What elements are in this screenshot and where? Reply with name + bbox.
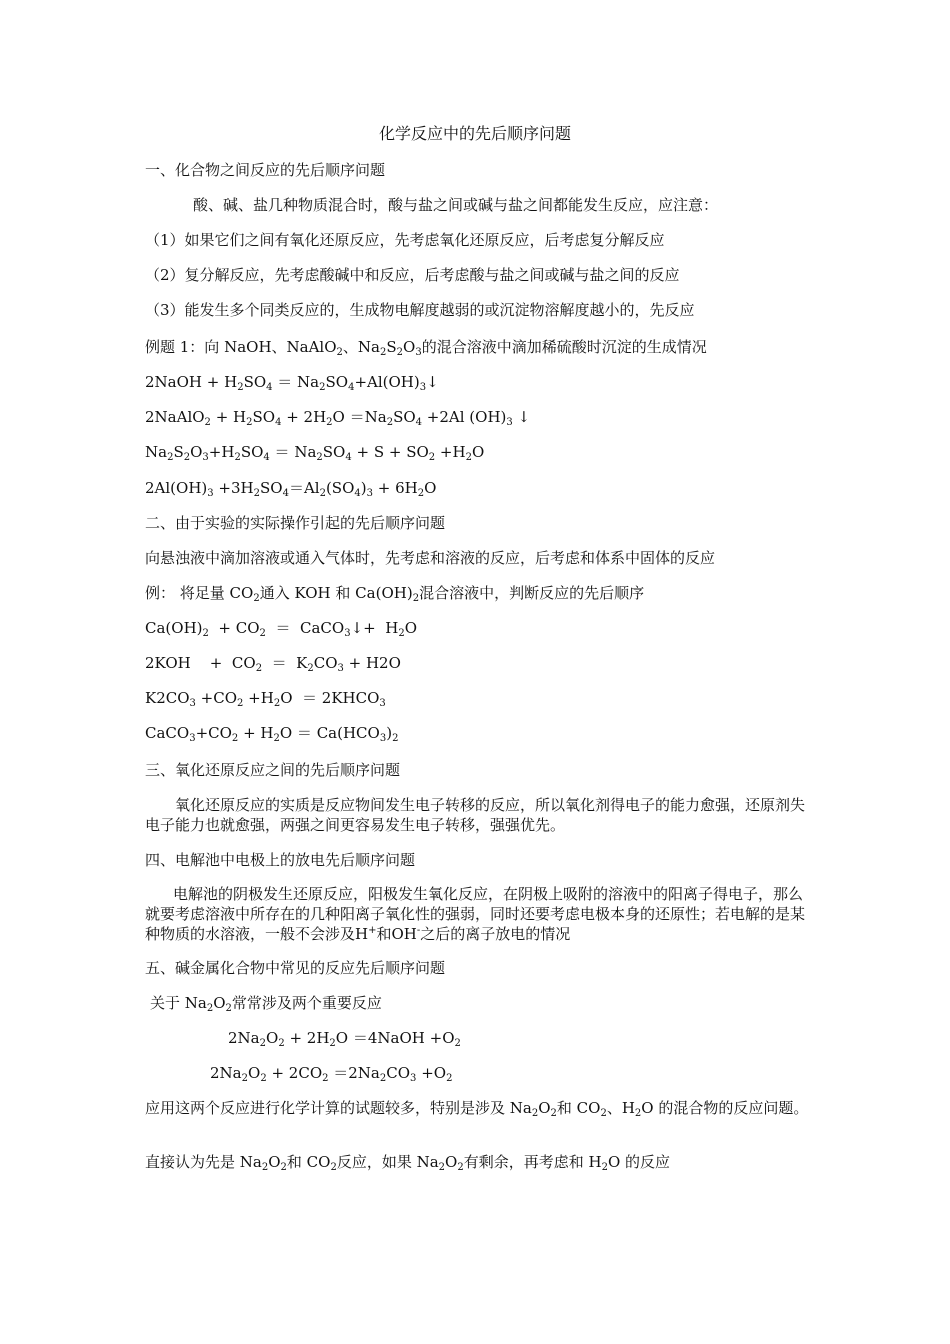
section-3-text: 氧化还原反应的实质是反应物间发生电子转移的反应，所以氧化剂得电子的能力愈强，还原剂失电子能力也就愈强，两强之间更容易发生电子转移，强强优先。 <box>145 796 806 834</box>
equation: $CaCO_3+CO_2 + H_2O = Ca(HCO_3)_2$ <box>145 724 399 744</box>
section-4-text-a: 电解池的阴极发生还原反应，阳极发生氧化反应，在阴极上吸附的溶液中的阳离子得电子，那么就要考虑溶液中所存在的几种阳离子氧化性的强弱，同时还要考虑电极本身的还原性；若电解的是某种物质的水溶液，一般不会涉及H <box>145 885 806 943</box>
section-1-intro: 酸、碱、盐几种物质混合时，酸与盐之间或碱与盐之间都能发生反应，应注意： <box>193 196 719 214</box>
section-2-heading: 二、由于实验的实际操作引起的先后顺序问题 <box>145 514 446 532</box>
example-1: 例题 1：向 NaOH、NaAlO$_2$、$Na_2S_2O_3$的混合溶液中滴加稀硫酸时沉淀的生成情况 <box>145 338 707 358</box>
equation: 2NaAlO$_2$ + $H_2SO_4 + 2H_2O =Na_2SO_4 +2Al$ $(OH)_3$ ↓ <box>145 408 531 428</box>
equation: $2Na_2O_2 + 2H_2O$ ＝4NaOH $+O_2$ <box>228 1029 461 1049</box>
section-3-heading: 三、氧化还原反应之间的先后顺序问题 <box>145 761 401 779</box>
section-4-text-c: 之后的离子放电的情况 <box>420 925 571 943</box>
section-5-conclusion: 直接认为先是 $Na_2O_2$和 $CO_2$反应，如果 $Na_2O_2$有剩余，再考虑和 $H_2O$ 的反应 <box>145 1153 671 1173</box>
equation: 2KOH + $CO_2 = K_2CO_3 + H2O$ <box>145 654 401 674</box>
section-5-intro: 关于 $Na_2O_2$常常涉及两个重要反应 <box>150 994 382 1014</box>
section-4-heading: 四、电解池中电极上的放电先后顺序问题 <box>145 851 416 869</box>
equation: $2Na_2O_2 + 2CO_2 =2Na_2CO_3 +O_2$ <box>210 1064 453 1084</box>
equation: $Ca(OH)_2 + CO_2$ ＝ CaCO$_3$↓+ $H_2O$ <box>145 619 418 639</box>
equation: $2Al(OH)_3 +3H_2SO_4=Al_2(SO_4)_3 + 6H_2O$ <box>145 479 437 499</box>
example-2: 例： 将足量 $CO_2$通入 KOH 和 $Ca(OH)_2$混合溶液中，判断反应的先后顺序 <box>145 584 645 604</box>
rule-2: （2）复分解反应，先考虑酸碱中和反应，后考虑酸与盐之间或碱与盐之间的反应 <box>145 266 680 284</box>
section-1-heading: 一、化合物之间反应的先后顺序问题 <box>145 161 386 179</box>
page-title: 化学反应中的先后顺序问题 <box>378 124 571 143</box>
rule-1: （1）如果它们之间有氧化还原反应，先考虑氧化还原反应，后考虑复分解反应 <box>145 231 665 249</box>
section-5-heading: 五、碱金属化合物中常见的反应先后顺序问题 <box>145 959 446 977</box>
section-4-text: 电解池的阴极发生还原反应，阳极发生氧化反应，在阴极上吸附的溶液中的阳离子得电子，那么就要考虑溶液中所存在的几种阳离子氧化性的强弱，同时还要考虑电极本身的还原性；若电解的是某种物质的水溶液，一般不会涉及H+和OH-之后的离子放电的情况 <box>145 885 806 943</box>
section-5-text: 应用这两个反应进行化学计算的试题较多，特别是涉及 $Na_2O_2$和 $CO_2$、$H_2O$ 的混合物的反应问题。 <box>145 1099 809 1119</box>
section-4-text-b: 和OH <box>376 925 417 943</box>
equation: 2NaOH + $H_2SO_4$ ＝ $Na_2SO_4+Al(OH)_3↓$ <box>145 373 439 393</box>
equation: $K2CO_3 +CO_2 +H_2O$ ＝ $2KHCO_3$ <box>145 689 386 709</box>
rule-3: （3）能发生多个同类反应的，生成物电解度越弱的或沉淀物溶解度越小的，先反应 <box>145 301 695 319</box>
section-2-text: 向悬浊液中滴加溶液或通入气体时，先考虑和溶液的反应，后考虑和体系中固体的反应 <box>145 549 716 567</box>
equation: $Na_2S_2O_3+H_2SO_4 = Na_2SO_4 + S + SO_2 +H_2O$ <box>145 443 485 463</box>
